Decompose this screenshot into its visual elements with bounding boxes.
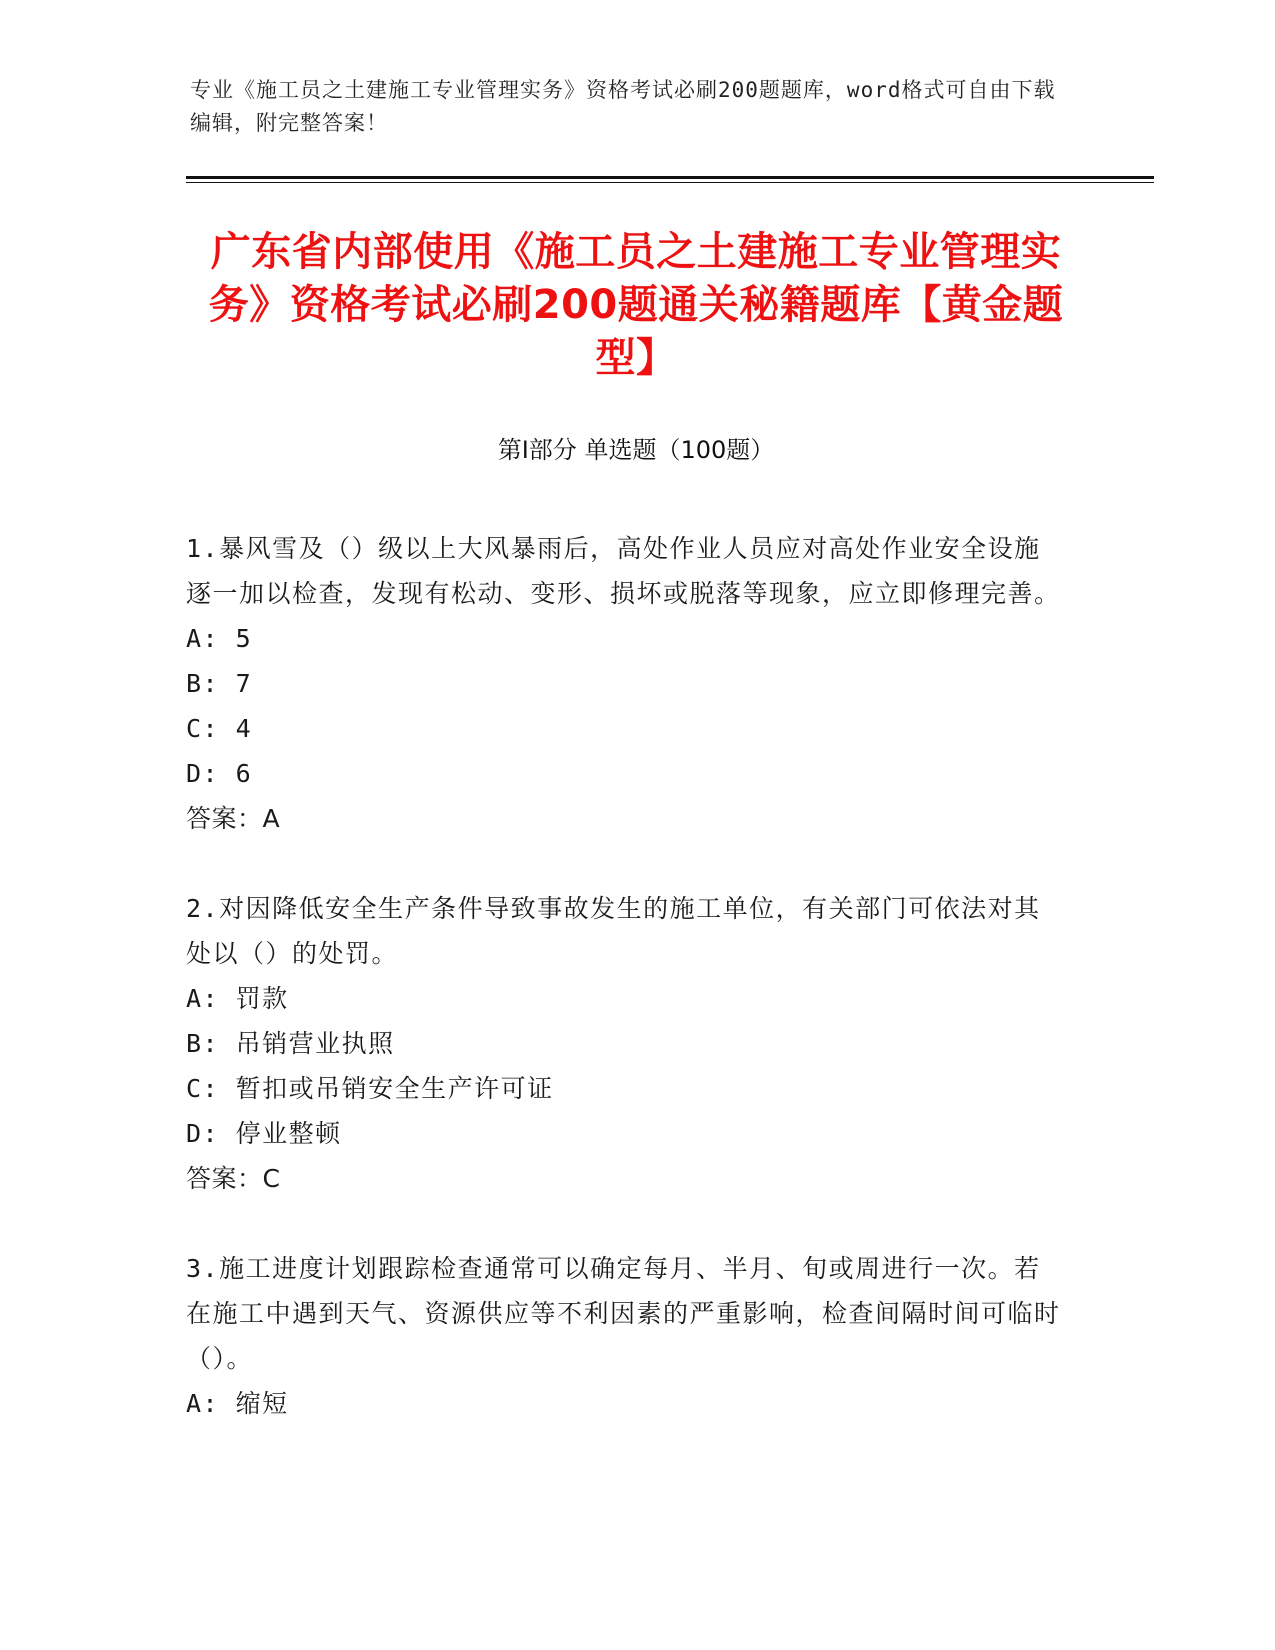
question-stem: 1.暴风雪及（）级以上大风暴雨后，高处作业人员应对高处作业安全设施逐一加以检查，发现有松动、变形、损坏或脱落等现象，应立即修理完善。 — [186, 534, 1061, 608]
document-title: 广东省内部使用《施工员之土建施工专业管理实务》资格考试必刷200题通关秘籍题库【黄金题型】 — [208, 229, 1064, 381]
option-c: C: 4 — [186, 714, 253, 743]
answer: 答案：C — [186, 1164, 281, 1193]
option-a: A: 缩短 — [186, 1389, 289, 1418]
answer: 答案：A — [186, 804, 281, 833]
question-2 — [186, 886, 1066, 1201]
option-b: B: 7 — [186, 669, 253, 698]
option-d: D: 停业整顿 — [186, 1119, 342, 1148]
question-stem: 3.施工进度计划跟踪检查通常可以确定每月、半月、旬或周进行一次。若在施工中遇到天气、资源供应等不利因素的严重影响，检查间隔时间可临时（）。 — [186, 1254, 1061, 1373]
option-b: B: 吊销营业执照 — [186, 1029, 395, 1058]
header-divider-thick — [186, 176, 1154, 179]
header-note: 专业《施工员之土建施工专业管理实务》资格考试必刷200题题库，word格式可自由下载编辑，附完整答案！ — [190, 78, 1056, 135]
question-3 — [186, 1246, 1066, 1426]
option-a: A: 5 — [186, 624, 253, 653]
option-c: C: 暂扣或吊销安全生产许可证 — [186, 1074, 554, 1103]
option-d: D: 6 — [186, 759, 253, 788]
option-a: A: 罚款 — [186, 984, 289, 1013]
question-1 — [186, 526, 1066, 841]
section-title: 第Ⅰ部分 单选题（100题） — [497, 436, 775, 464]
header-divider-thin — [186, 182, 1154, 183]
question-stem: 2.对因降低安全生产条件导致事故发生的施工单位，有关部门可依法对其处以（）的处罚。 — [186, 894, 1041, 968]
question-list — [186, 526, 1066, 1471]
